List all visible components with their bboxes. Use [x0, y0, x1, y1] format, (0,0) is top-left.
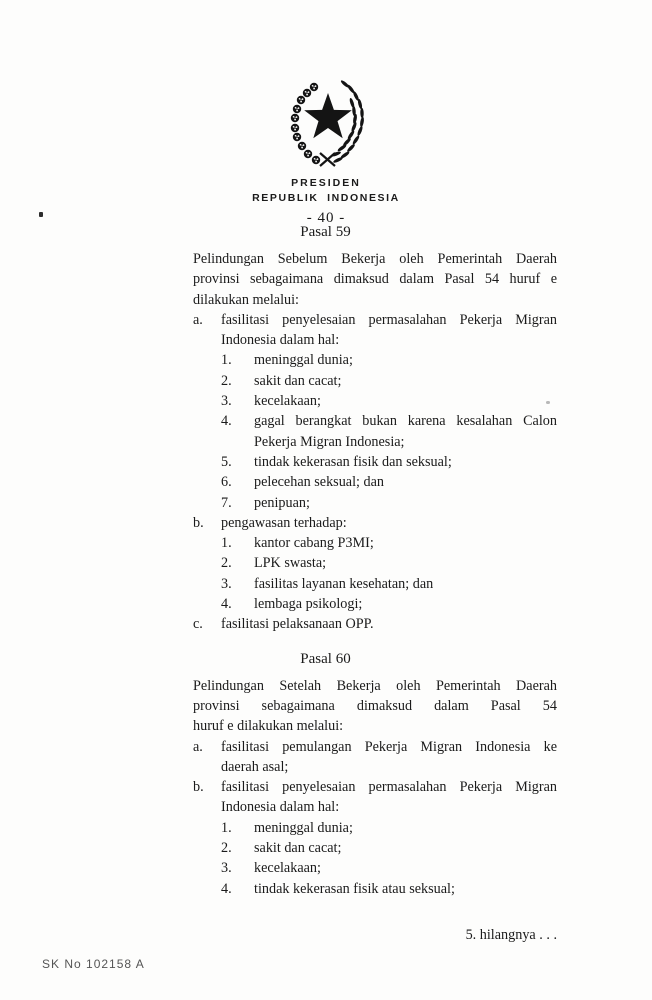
text-line: fasilitasi pelaksanaan OPP.: [221, 616, 374, 633]
text-line: gagal berangkat bukan karena kesalahan Calon: [254, 413, 557, 430]
text-line: Indonesia dalam hal:: [221, 799, 340, 816]
sublist-item-content: [254, 553, 557, 573]
sublist-item-content: [254, 391, 557, 411]
list-item-label: c.: [193, 616, 203, 633]
list-item: [193, 614, 557, 634]
sublist-item-label: 2.: [221, 372, 232, 389]
list-item-content: [221, 513, 557, 614]
sublist-item-content: [254, 493, 557, 513]
sublist-item-content: [254, 350, 557, 370]
page-number: - 40 -: [306, 210, 346, 226]
list-item: [193, 777, 557, 899]
list-item: [193, 737, 557, 778]
sublist-item-content: [254, 858, 557, 878]
text-line: meninggal dunia;: [254, 352, 353, 369]
sublist-item: [221, 858, 557, 878]
letterhead-institution: PRESIDEN: [291, 177, 361, 189]
text-line: pengawasan terhadap:: [221, 514, 347, 531]
list-item-content: [221, 737, 557, 778]
sublist-item: [221, 411, 557, 452]
text-line: pelecehan seksual; dan: [254, 474, 384, 491]
sublist-item-label: 1.: [221, 535, 232, 552]
text-line: Pelindungan Setelah Bekerja oleh Pemerintah Daerah: [193, 677, 557, 694]
sublist-item: [221, 350, 557, 370]
section-intro: [193, 249, 557, 310]
sublist-item: [221, 838, 557, 858]
sublist-item-content: [254, 371, 557, 391]
sublist-item-label: 3.: [221, 575, 232, 592]
list-item-content: [221, 310, 557, 513]
pasal-section: [193, 222, 557, 635]
text-line: daerah asal;: [221, 758, 289, 775]
sublist-item-content: [254, 594, 557, 614]
text-line: fasilitasi penyelesaian permasalahan Pekerja Migran: [221, 311, 557, 328]
sublist-item-content: [254, 452, 557, 472]
text-line: sakit dan cacat;: [254, 372, 342, 389]
sublist-item: [221, 391, 557, 411]
catchword-next-page: 5. hilangnya . . .: [465, 927, 557, 943]
text-line: meninggal dunia;: [254, 819, 353, 836]
text-line: provinsi sebagaimana dimaksud dalam Pasal 54: [193, 697, 557, 714]
sublist-item-label: 4.: [221, 413, 232, 430]
section-title: Pasal 60: [300, 650, 351, 667]
text-line: sakit dan cacat;: [254, 840, 342, 857]
sublist-item-label: 3.: [221, 860, 232, 877]
text-line: huruf e dilakukan melalui:: [193, 718, 344, 735]
list-item-content: [221, 614, 557, 634]
sublist-item-content: [254, 411, 557, 452]
sublist-item: [221, 533, 557, 553]
doc-control-number: SK No 102158 A: [42, 957, 145, 971]
text-line: tindak kekerasan fisik dan seksual;: [254, 453, 452, 470]
sublist-item-content: [254, 818, 557, 838]
text-line: Pelindungan Sebelum Bekerja oleh Pemerintah Daerah: [193, 251, 557, 267]
text-line: lembaga psikologi;: [254, 596, 363, 613]
section-title: Pasal 59: [300, 224, 351, 240]
sublist-item-label: 1.: [221, 819, 232, 836]
sublist-item: [221, 472, 557, 492]
document-body: [193, 222, 557, 899]
text-line: penipuan;: [254, 494, 310, 511]
pasal-section: [193, 649, 557, 899]
sublist-item: [221, 879, 557, 899]
sublist-item-content: [254, 838, 557, 858]
sublist-item-label: 4.: [221, 880, 232, 897]
presidential-star-wreath-emblem-icon: [280, 76, 372, 168]
list-item: [193, 310, 557, 513]
letterhead: [0, 0, 652, 227]
sublist-item-content: [254, 879, 557, 899]
sublist-item: [221, 574, 557, 594]
sublist-item-label: 1.: [221, 352, 232, 369]
list-item: [193, 513, 557, 614]
text-line: tindak kekerasan fisik atau seksual;: [254, 880, 455, 897]
sublist-item: [221, 594, 557, 614]
sublist-item-label: 7.: [221, 494, 232, 511]
section-intro: [193, 676, 557, 737]
sublist-item-content: [254, 533, 557, 553]
sublist-item: [221, 818, 557, 838]
list-item-label: b.: [193, 514, 204, 531]
text-line: LPK swasta;: [254, 555, 327, 572]
sublist-item: [221, 493, 557, 513]
text-line: fasilitasi pemulangan Pekerja Migran Indonesia ke: [221, 738, 557, 755]
sublist-item-label: 3.: [221, 393, 232, 410]
letterhead-country: REPUBLIK INDONESIA: [252, 192, 400, 204]
text-line: dilakukan melalui:: [193, 291, 299, 308]
list-item-label: b.: [193, 779, 204, 796]
list-item-label: a.: [193, 738, 203, 755]
sublist-item-label: 5.: [221, 453, 232, 470]
sublist-item-content: [254, 574, 557, 594]
text-line: fasilitas layanan kesehatan; dan: [254, 575, 434, 592]
sublist-item: [221, 553, 557, 573]
text-line: kantor cabang P3MI;: [254, 535, 374, 552]
text-line: provinsi sebagaimana dimaksud dalam Pasal 54 huruf e: [193, 271, 557, 288]
sublist-item-label: 2.: [221, 555, 232, 572]
sublist-item-content: [254, 472, 557, 492]
text-line: Indonesia dalam hal:: [221, 332, 340, 349]
sublist-item: [221, 371, 557, 391]
text-line: Pekerja Migran Indonesia;: [254, 433, 405, 450]
sublist-item-label: 2.: [221, 840, 232, 857]
sublist-item-label: 4.: [221, 596, 232, 613]
sublist-item-label: 6.: [221, 474, 232, 491]
sublist-item: [221, 452, 557, 472]
text-line: kecelakaan;: [254, 393, 321, 410]
list-item-label: a.: [193, 311, 203, 328]
text-line: kecelakaan;: [254, 860, 321, 877]
list-item-content: [221, 777, 557, 899]
text-line: fasilitasi penyelesaian permasalahan Pekerja Migran: [221, 779, 557, 796]
